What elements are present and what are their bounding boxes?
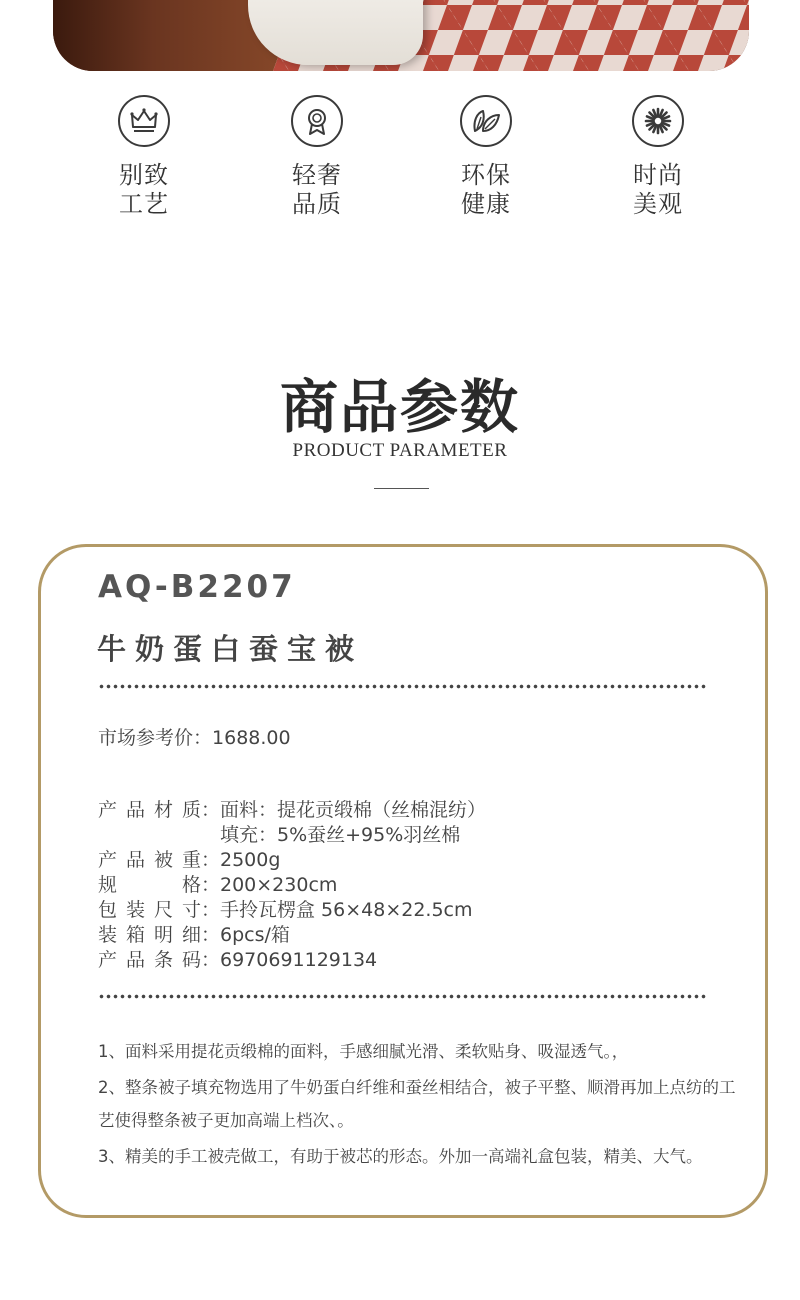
product-name: 牛奶蛋白蚕宝被 bbox=[97, 632, 364, 666]
spec-key: 产品条码 bbox=[98, 949, 201, 971]
feature-item bbox=[426, 95, 546, 219]
spec-row bbox=[98, 873, 738, 898]
feature-label-line1: 别致 bbox=[119, 161, 169, 189]
feature-label-line2: 健康 bbox=[461, 190, 511, 218]
section-title: 商品参数 bbox=[279, 373, 520, 441]
spec-value: 6pcs/箱 bbox=[220, 924, 290, 946]
feature-item bbox=[84, 95, 204, 219]
price-label: 市场参考价： bbox=[98, 727, 213, 749]
leaf-icon bbox=[460, 95, 512, 147]
spec-row bbox=[98, 923, 738, 948]
spec-key: 装箱明细 bbox=[98, 924, 201, 946]
spec-key: 产品被重 bbox=[98, 849, 201, 871]
feature-label-line2: 工艺 bbox=[119, 190, 169, 218]
feature-label-line2: 品质 bbox=[292, 190, 342, 218]
feature-item bbox=[598, 95, 718, 219]
note-item: 3、精美的手工被壳做工，有助于被芯的形态。外加一高端礼盒包装，精美、大气。 bbox=[98, 1147, 703, 1166]
spec-value: 200×230cm bbox=[220, 874, 338, 896]
spec-row bbox=[98, 898, 738, 923]
spec-key: 包装尺寸 bbox=[98, 899, 201, 921]
feature-list bbox=[0, 95, 800, 235]
note-item: 1、面料采用提花贡缎棉的面料，手感细腻光滑、柔软贴身、吸湿透气。， bbox=[98, 1042, 629, 1061]
dotted-divider bbox=[98, 684, 706, 689]
spec-row bbox=[98, 823, 738, 848]
note-item: 2、整条被子填充物选用了牛奶蛋白纤维和蚕丝相结合，被子平整、顺滑再加上点纺的工艺使得整条被子更加高端上档次、。 bbox=[98, 1078, 736, 1130]
spec-list bbox=[98, 798, 738, 973]
spec-row bbox=[98, 798, 738, 823]
spec-key: 产品材质 bbox=[98, 799, 201, 821]
award-badge-icon bbox=[291, 95, 343, 147]
section-divider bbox=[374, 488, 429, 489]
hero-photo bbox=[53, 0, 749, 71]
hero-bedding bbox=[248, 0, 423, 65]
price-value: 1688.00 bbox=[212, 727, 291, 749]
spec-key: 规格 bbox=[98, 874, 201, 896]
spec-value: 2500g bbox=[220, 849, 281, 871]
parameter-card bbox=[38, 544, 768, 1218]
feature-label-line1: 轻奢 bbox=[292, 161, 342, 189]
product-notes bbox=[98, 1035, 748, 1176]
spec-value: 手拎瓦楞盒 56×48×22.5cm bbox=[220, 899, 473, 921]
feature-label-line2: 美观 bbox=[633, 190, 683, 218]
spec-value: 面料：提花贡缎棉（丝棉混纺） bbox=[220, 799, 487, 821]
flower-icon bbox=[632, 95, 684, 147]
spec-row bbox=[98, 848, 738, 873]
product-model: AQ-B2207 bbox=[98, 569, 296, 605]
spec-row bbox=[98, 948, 738, 973]
price-line bbox=[98, 723, 291, 750]
spec-value: 填充：5%蚕丝+95%羽丝棉 bbox=[220, 824, 461, 846]
crown-icon bbox=[118, 95, 170, 147]
feature-item bbox=[257, 95, 377, 219]
feature-label-line1: 时尚 bbox=[633, 161, 683, 189]
dotted-divider bbox=[98, 994, 706, 999]
feature-label-line1: 环保 bbox=[461, 161, 511, 189]
section-subtitle: PRODUCT PARAMETER bbox=[292, 440, 508, 461]
spec-value: 6970691129134 bbox=[220, 949, 378, 971]
